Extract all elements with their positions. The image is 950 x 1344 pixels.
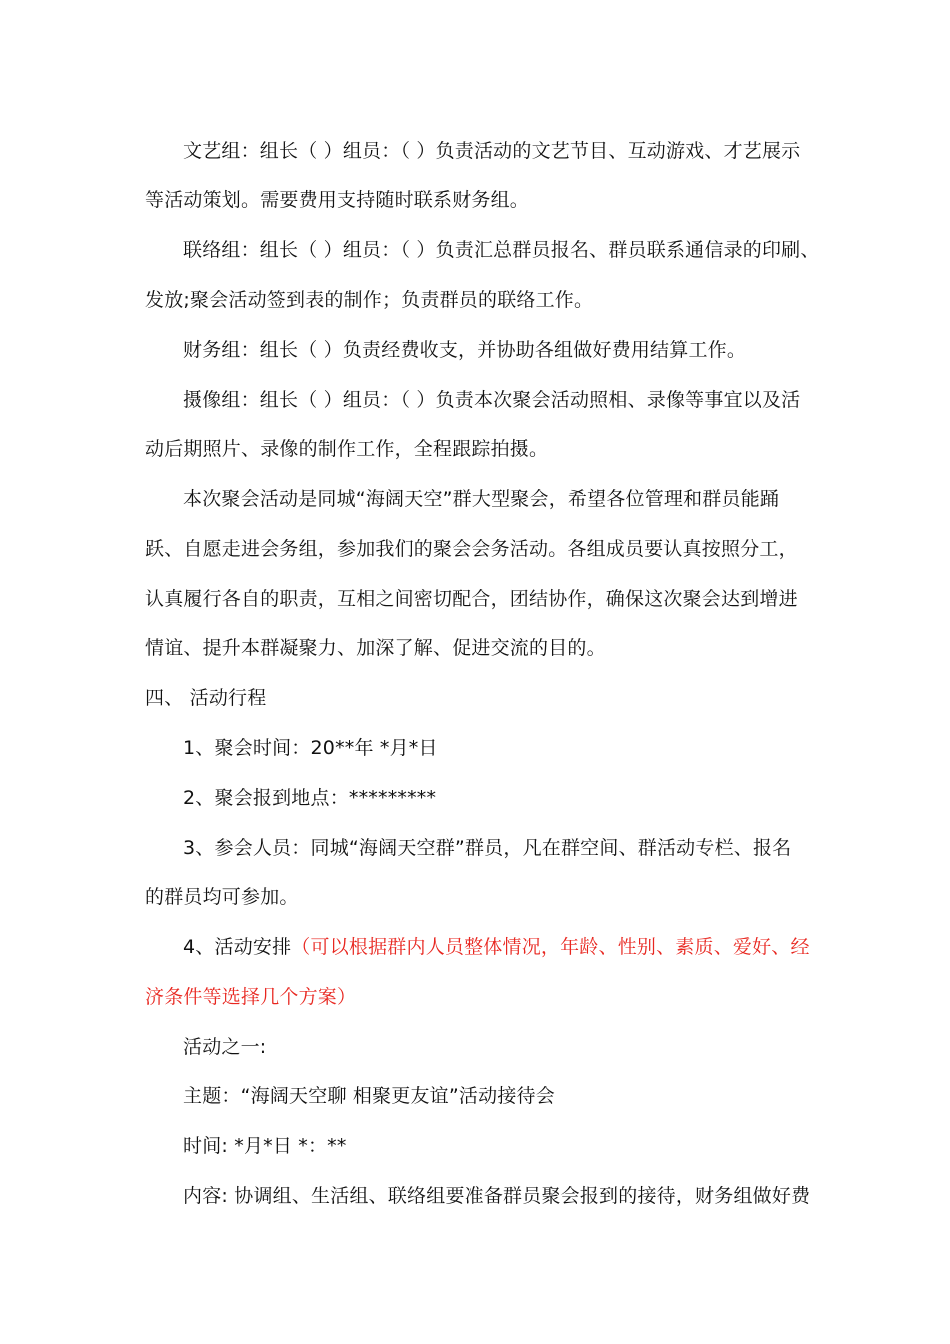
text-line: 摄像组：组长（ ）组员：（ ）负责本次聚会活动照相、录像等事宜以及活 bbox=[183, 389, 801, 411]
highlight-note: （可以根据群内人员整体情况，年龄、性别、素质、爱好、经 bbox=[291, 936, 810, 958]
text-line: 等活动策划。需要费用支持随时联系财务组。 bbox=[145, 189, 530, 211]
text-line: 时间: *月*日 *：** bbox=[183, 1135, 347, 1157]
text-line: 文艺组：组长（ ）组员：（ ）负责活动的文艺节目、互动游戏、才艺展示 bbox=[183, 140, 801, 162]
text-line: 内容: 协调组、生活组、联络组要准备群员聚会报到的接待，财务组做好费 bbox=[183, 1185, 811, 1207]
text-line: 3、参会人员：同城“海阔天空群”群员，凡在群空间、群活动专栏、报名 bbox=[183, 837, 792, 859]
text-line: 动后期照片、录像的制作工作，全程跟踪拍摄。 bbox=[145, 438, 549, 460]
text-line bbox=[183, 934, 853, 960]
text-line: 主题：“海阔天空聊 相聚更友谊”活动接待会 bbox=[183, 1085, 555, 1107]
text-line: 情谊、提升本群凝聚力、加深了解、促进交流的目的。 bbox=[145, 637, 606, 659]
text-line: 联络组：组长（ ）组员：（ ）负责汇总群员报名、群员联系通信录的印刷、 bbox=[183, 239, 820, 261]
section-heading: 四、 活动行程 bbox=[145, 687, 267, 709]
text-line: 1、聚会时间：20**年 *月*日 bbox=[183, 737, 438, 759]
activity-arrangement-label: 4、活动安排 bbox=[183, 936, 292, 958]
text-line: 发放;聚会活动签到表的制作；负责群员的联络工作。 bbox=[145, 289, 594, 311]
text-line: 的群员均可参加。 bbox=[145, 886, 299, 908]
text-line: 活动之一: bbox=[183, 1036, 267, 1058]
highlight-note: 济条件等选择几个方案） bbox=[145, 986, 357, 1008]
text-line: 认真履行各自的职责，互相之间密切配合，团结协作，确保这次聚会达到增进 bbox=[145, 588, 798, 610]
text-line: 2、聚会报到地点：********* bbox=[183, 787, 437, 809]
text-line: 跃、自愿走进会务组，参加我们的聚会会务活动。各组成员要认真按照分工， bbox=[145, 538, 798, 560]
text-line: 本次聚会活动是同城“海阔天空”群大型聚会，希望各位管理和群员能踊 bbox=[183, 488, 780, 510]
text-line: 财务组：组长（ ）负责经费收支，并协助各组做好费用结算工作。 bbox=[183, 339, 747, 361]
